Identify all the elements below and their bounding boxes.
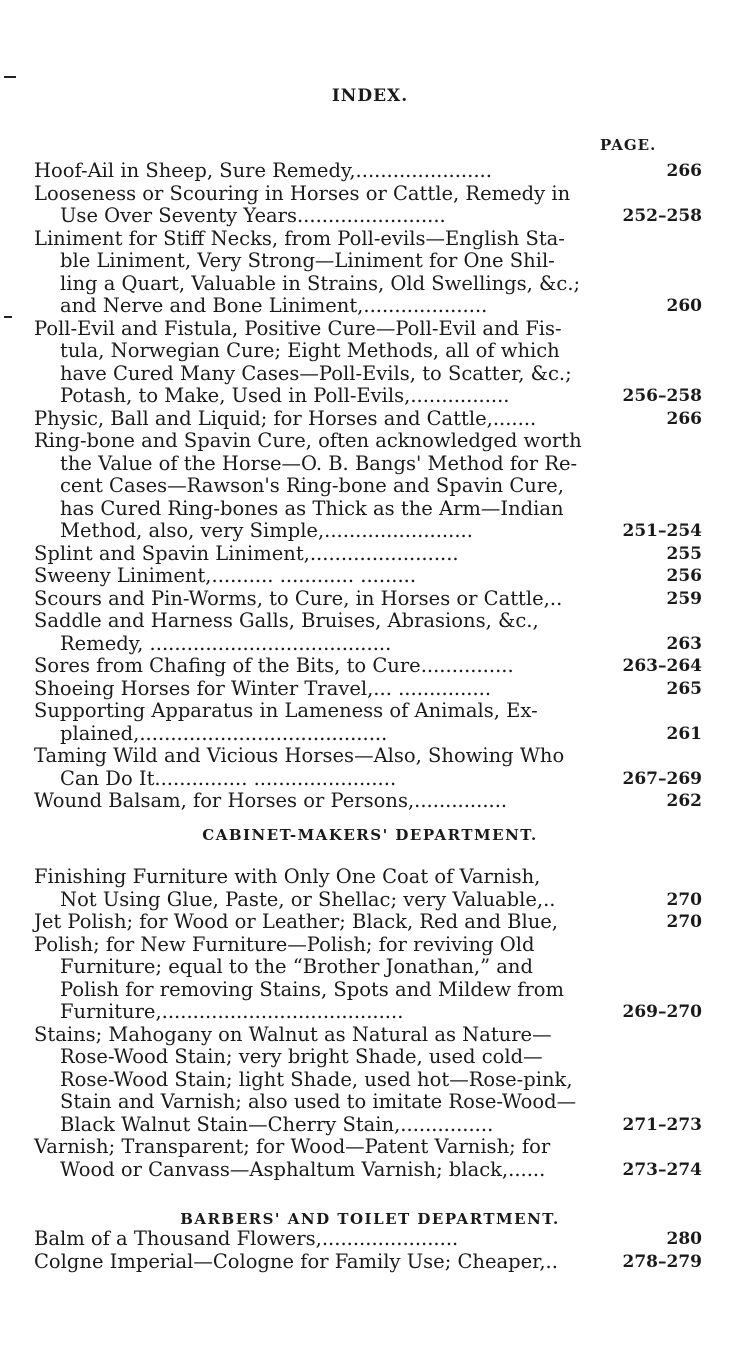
entry-line: have Cured Many Cases—Poll-Evils, to Scatter, &c.; (60, 361, 572, 385)
entry-line: cent Cases—Rawson's Ring-bone and Spavin Cure, (60, 474, 564, 497)
entry-line: Splint and Spavin Liniment,........................ (34, 541, 459, 565)
entry-line: Balm of a Thousand Flowers,...................... (34, 1227, 459, 1250)
index-entry (34, 655, 704, 678)
index-entry (34, 160, 704, 183)
page-ref: 255 (666, 543, 702, 564)
entry-line: plained,........................................ (60, 721, 388, 745)
entry-line: Ring-bone and Spavin Cure, often acknowledged worth (34, 429, 582, 452)
page-ref: 263 (666, 633, 702, 654)
page-ref: 266 (666, 408, 702, 429)
entry-line: Scours and Pin-Worms, to Cure, in Horses or Cattle,.. (34, 586, 563, 610)
page-ref: 260 (666, 296, 702, 316)
index-entry (34, 318, 704, 408)
entry-line: Shoeing Horses for Winter Travel,... ............... (34, 676, 492, 700)
entry-line: Furniture; equal to the “Brother Jonathan,” and (60, 955, 533, 978)
index-entry (34, 430, 704, 543)
index-entry (34, 408, 704, 431)
entry-line: Polish; for New Furniture—Polish; for reviving Old (34, 932, 535, 956)
entry-line: Saddle and Harness Galls, Bruises, Abrasions, &c., (34, 609, 539, 632)
index-section-general (34, 160, 704, 813)
page-ref: 261 (666, 723, 702, 744)
page-ref: 270 (666, 912, 702, 932)
entry-line: has Cured Ring-bones as Thick as the Arm—Indian (60, 496, 564, 520)
index-entry (34, 745, 704, 790)
entry-line: Furniture,....................................... (60, 1000, 404, 1023)
page-ref: 251–254 (622, 521, 702, 541)
index-entry (34, 700, 704, 745)
entry-line: Looseness or Scouring in Horses or Cattle, Remedy in (34, 181, 571, 205)
section-title-barbers-toilet: BARBERS' AND TOILET DEPARTMENT. (180, 1210, 560, 1228)
entry-line: Rose-Wood Stain; light Shade, used hot—Rose-pink, (60, 1067, 573, 1091)
index-entry (34, 565, 704, 588)
page-ref: 265 (666, 678, 702, 699)
page-ref: 263–264 (622, 656, 702, 676)
page-ref: 271–273 (622, 1114, 702, 1135)
entry-line: Poll-Evil and Fistula, Positive Cure—Poll-Evil and Fis- (34, 316, 562, 340)
index-section-cabinet-makers (34, 866, 704, 1181)
entry-line: Liniment for Stiff Necks, from Poll-evils—English Sta- (34, 226, 565, 250)
entry-line: ble Liniment, Very Strong—Liniment for One Shil- (60, 249, 555, 272)
entry-line: Not Using Glue, Paste, or Shellac; very Valuable,.. (60, 887, 556, 911)
entry-line: Jet Polish; for Wood or Leather; Black, Red and Blue, (34, 910, 558, 933)
entry-line: Stain and Varnish; also used to imitate Rose-Wood— (60, 1090, 577, 1113)
entry-line: Wood or Canvass—Asphaltum Varnish; black,...... (60, 1157, 546, 1181)
page-ref: 273–274 (622, 1159, 702, 1180)
index-entry (34, 228, 704, 318)
entry-line: Sores from Chafing of the Bits, to Cure............... (34, 654, 514, 677)
index-entry (34, 934, 704, 1024)
entry-line: Supporting Apparatus in Lameness of Animals, Ex- (34, 699, 538, 722)
entry-line: Colgne Imperial—Cologne for Family Use; Cheaper,.. (34, 1249, 558, 1273)
page-ref: 259 (666, 588, 702, 609)
entry-line: Taming Wild and Vicious Horses—Also, Showing Who (34, 744, 565, 767)
index-entry (34, 911, 704, 934)
page-ref: 280 (666, 1229, 702, 1249)
page-ref: 269–270 (622, 1002, 702, 1022)
entry-line: Method, also, very Simple,........................ (60, 519, 473, 542)
index-entry (34, 610, 704, 655)
entry-line: Can Do It............... ....................... (60, 766, 397, 790)
entry-line: Wound Balsam, for Horses or Persons,............... (34, 789, 508, 812)
entry-line: tula, Norwegian Cure; Eight Methods, all of which (60, 339, 560, 362)
page-ref: 270 (666, 889, 702, 910)
entry-line: Stains; Mahogany on Walnut as Natural as Nature— (34, 1022, 552, 1046)
index-entry (34, 1228, 704, 1251)
index-entry (34, 543, 704, 566)
index-entry (34, 183, 704, 228)
index-entry (34, 588, 704, 611)
edge-mark (4, 316, 12, 318)
entry-line: Use Over Seventy Years........................ (60, 204, 446, 227)
section-title-cabinet-makers: CABINET-MAKERS' DEPARTMENT. (202, 826, 538, 844)
entry-line: the Value of the Horse—O. B. Bangs' Method for Re- (60, 451, 578, 475)
page-ref: 256 (666, 566, 702, 586)
page-ref: 262 (666, 791, 702, 811)
index-entry (34, 1136, 704, 1181)
edge-mark (4, 76, 16, 78)
page-ref: 256–258 (622, 386, 702, 406)
page-column-head: PAGE. (600, 136, 657, 154)
entry-line: Hoof-Ail in Sheep, Sure Remedy,...................... (34, 159, 492, 182)
page-ref: 267–269 (622, 768, 702, 789)
entry-line: Finishing Furniture with Only One Coat of Varnish, (34, 865, 541, 888)
entry-line: Physic, Ball and Liquid; for Horses and Cattle,....... (34, 406, 537, 430)
page-ref: 266 (666, 161, 702, 181)
entry-line: Black Walnut Stain—Cherry Stain,............... (60, 1112, 494, 1136)
running-head: INDEX. (331, 86, 409, 106)
entry-line: and Nerve and Bone Liniment,.................... (60, 294, 488, 317)
index-entry (34, 866, 704, 911)
page-ref: 278–279 (622, 1251, 702, 1272)
index-section-barbers-toilet (34, 1228, 704, 1273)
entry-line: Remedy, ....................................... (60, 631, 392, 655)
index-entry (34, 678, 704, 701)
page-ref: 252–258 (622, 206, 702, 226)
index-entry (34, 790, 704, 813)
index-entry (34, 1024, 704, 1137)
entry-line: ling a Quart, Valuable in Strains, Old Swellings, &c.; (60, 271, 581, 295)
entry-line: Potash, to Make, Used in Poll-Evils,................ (60, 384, 510, 407)
entry-line: Rose-Wood Stain; very bright Shade, used cold— (60, 1045, 543, 1068)
entry-line: Varnish; Transparent; for Wood—Patent Varnish; for (34, 1135, 551, 1158)
entry-line: Polish for removing Stains, Spots and Mildew from (60, 977, 565, 1001)
entry-line: Sweeny Liniment,.......... ............ ......... (34, 564, 417, 587)
index-entry (34, 1251, 704, 1274)
